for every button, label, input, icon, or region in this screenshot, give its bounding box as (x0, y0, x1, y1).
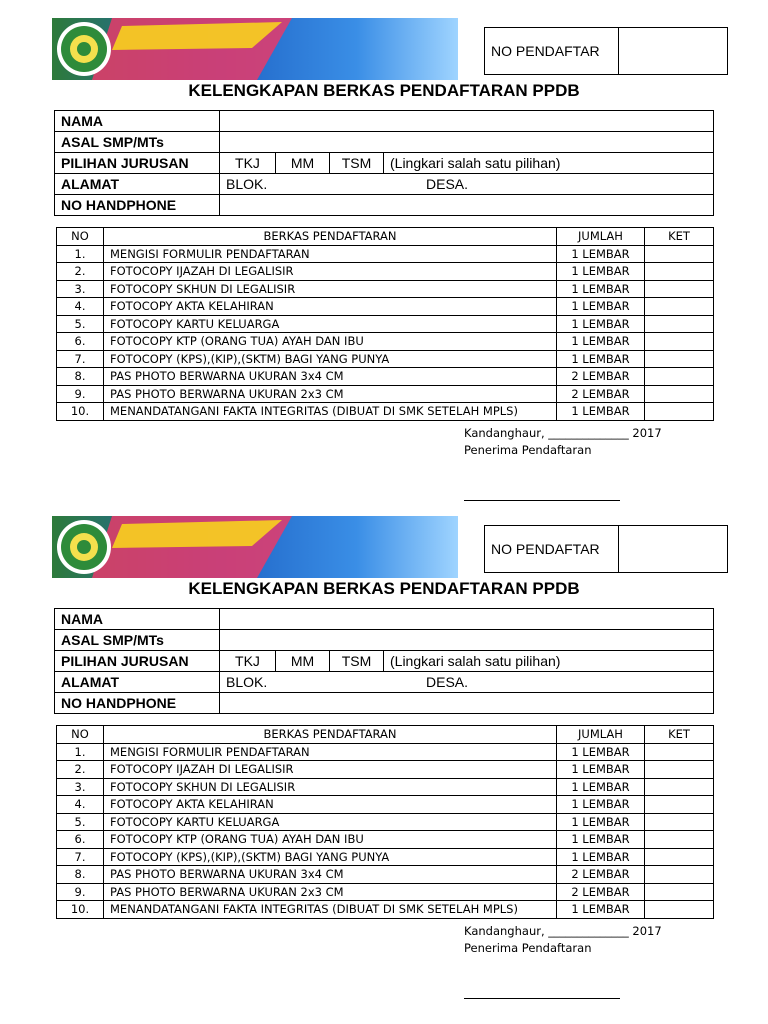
col-header-note: KET (645, 228, 714, 246)
place-date: Kandanghaur, ______________ 2017 (464, 426, 662, 440)
phone-field[interactable] (220, 195, 714, 216)
row-quantity: 1 LEMBAR (557, 315, 645, 333)
document-row (57, 245, 714, 263)
row-quantity: 1 LEMBAR (557, 350, 645, 368)
row-quantity: 1 LEMBAR (557, 280, 645, 298)
row-quantity: 1 LEMBAR (557, 778, 645, 796)
col-header-document: BERKAS PENDAFTARAN (104, 726, 557, 744)
document-row (57, 368, 714, 386)
major-choice-note: (Lingkari salah satu pilihan) (390, 653, 561, 669)
row-quantity: 1 LEMBAR (557, 831, 645, 849)
phone-field[interactable] (220, 693, 714, 714)
address-block-label: BLOK. (226, 176, 268, 192)
row-quantity: 1 LEMBAR (557, 245, 645, 263)
major-option-tkj[interactable]: TKJ (220, 153, 276, 173)
document-row (57, 778, 714, 796)
row-number: 4. (57, 298, 104, 316)
major-choice-label: PILIHAN JURUSAN (55, 153, 220, 174)
address-field[interactable] (220, 174, 714, 195)
document-row (57, 298, 714, 316)
document-row (57, 761, 714, 779)
registration-form (0, 0, 768, 500)
row-document: MENGISI FORMULIR PENDAFTARAN (104, 743, 557, 761)
row-note[interactable] (645, 883, 714, 901)
school-banner (52, 516, 458, 578)
origin-school-label: ASAL SMP/MTs (55, 630, 220, 651)
origin-school-label: ASAL SMP/MTs (55, 132, 220, 153)
row-note[interactable] (645, 298, 714, 316)
school-logo (57, 520, 111, 574)
registration-number-field[interactable] (619, 526, 727, 572)
col-header-document: BERKAS PENDAFTARAN (104, 228, 557, 246)
document-row (57, 831, 714, 849)
row-document: FOTOCOPY IJAZAH DI LEGALISIR (104, 263, 557, 281)
row-number: 3. (57, 778, 104, 796)
document-row (57, 333, 714, 351)
row-quantity: 1 LEMBAR (557, 901, 645, 919)
form-title: KELENGKAPAN BERKAS PENDAFTARAN PPDB (188, 81, 580, 100)
school-logo (57, 22, 111, 76)
row-note[interactable] (645, 743, 714, 761)
name-field[interactable] (220, 111, 714, 132)
major-choice-label: PILIHAN JURUSAN (55, 651, 220, 672)
row-note[interactable] (645, 245, 714, 263)
row-document: FOTOCOPY KARTU KELUARGA (104, 315, 557, 333)
row-note[interactable] (645, 761, 714, 779)
row-number: 10. (57, 403, 104, 421)
row-note[interactable] (645, 778, 714, 796)
row-quantity: 1 LEMBAR (557, 743, 645, 761)
row-number: 1. (57, 245, 104, 263)
document-row (57, 280, 714, 298)
row-note[interactable] (645, 315, 714, 333)
school-banner (52, 18, 458, 80)
col-header-note: KET (645, 726, 714, 744)
row-number: 8. (57, 866, 104, 884)
address-village-label: DESA. (426, 674, 469, 690)
row-document: MENGISI FORMULIR PENDAFTARAN (104, 245, 557, 263)
row-number: 2. (57, 263, 104, 281)
registration-form (0, 498, 768, 998)
document-row (57, 848, 714, 866)
row-note[interactable] (645, 831, 714, 849)
document-row (57, 385, 714, 403)
row-note[interactable] (645, 403, 714, 421)
row-document: MENANDATANGANI FAKTA INTEGRITAS (DIBUAT DI SMK SETELAH MPLS) (104, 901, 557, 919)
document-row (57, 901, 714, 919)
row-number: 5. (57, 315, 104, 333)
row-number: 2. (57, 761, 104, 779)
row-quantity: 1 LEMBAR (557, 796, 645, 814)
row-number: 7. (57, 350, 104, 368)
receiver-label: Penerima Pendaftaran (464, 941, 592, 955)
row-number: 8. (57, 368, 104, 386)
documents-table (56, 725, 714, 919)
document-row (57, 866, 714, 884)
registration-number-box (484, 27, 728, 75)
address-label: ALAMAT (55, 672, 220, 693)
row-document: PAS PHOTO BERWARNA UKURAN 2x3 CM (104, 385, 557, 403)
identity-table (54, 110, 714, 216)
row-quantity: 2 LEMBAR (557, 385, 645, 403)
row-number: 9. (57, 883, 104, 901)
form-title: KELENGKAPAN BERKAS PENDAFTARAN PPDB (188, 579, 580, 598)
row-note[interactable] (645, 280, 714, 298)
row-note[interactable] (645, 866, 714, 884)
phone-label: NO HANDPHONE (55, 693, 220, 714)
address-label: ALAMAT (55, 174, 220, 195)
row-document: FOTOCOPY KTP (ORANG TUA) AYAH DAN IBU (104, 333, 557, 351)
phone-label: NO HANDPHONE (55, 195, 220, 216)
document-row (57, 796, 714, 814)
documents-table (56, 227, 714, 421)
row-document: FOTOCOPY SKHUN DI LEGALISIR (104, 778, 557, 796)
row-document: MENANDATANGANI FAKTA INTEGRITAS (DIBUAT DI SMK SETELAH MPLS) (104, 403, 557, 421)
row-number: 5. (57, 813, 104, 831)
row-document: PAS PHOTO BERWARNA UKURAN 3x4 CM (104, 368, 557, 386)
major-option-tsm[interactable]: TSM (330, 153, 384, 173)
origin-school-field[interactable] (220, 630, 714, 651)
registration-number-box (484, 525, 728, 573)
document-row (57, 350, 714, 368)
row-number: 9. (57, 385, 104, 403)
address-block-label: BLOK. (226, 674, 268, 690)
row-number: 10. (57, 901, 104, 919)
row-quantity: 2 LEMBAR (557, 883, 645, 901)
row-quantity: 1 LEMBAR (557, 813, 645, 831)
row-quantity: 1 LEMBAR (557, 298, 645, 316)
document-row (57, 263, 714, 281)
registration-number-label: NO PENDAFTAR (485, 28, 619, 74)
row-note[interactable] (645, 901, 714, 919)
registration-number-field[interactable] (619, 28, 727, 74)
receiver-label: Penerima Pendaftaran (464, 443, 592, 457)
major-option-tsm[interactable]: TSM (330, 651, 384, 671)
row-document: FOTOCOPY IJAZAH DI LEGALISIR (104, 761, 557, 779)
origin-school-field[interactable] (220, 132, 714, 153)
major-option-mm[interactable]: MM (276, 651, 330, 671)
major-option-tkj[interactable]: TKJ (220, 651, 276, 671)
row-quantity: 2 LEMBAR (557, 368, 645, 386)
major-choice-note: (Lingkari salah satu pilihan) (390, 155, 561, 171)
major-choice-field[interactable] (220, 651, 714, 672)
row-document: FOTOCOPY (KPS),(KIP),(SKTM) BAGI YANG PUNYA (104, 848, 557, 866)
place-date: Kandanghaur, ______________ 2017 (464, 924, 662, 938)
col-header-quantity: JUMLAH (557, 228, 645, 246)
address-field[interactable] (220, 672, 714, 693)
name-label: NAMA (55, 111, 220, 132)
row-quantity: 1 LEMBAR (557, 403, 645, 421)
row-note[interactable] (645, 796, 714, 814)
row-note[interactable] (645, 813, 714, 831)
registration-number-label: NO PENDAFTAR (485, 526, 619, 572)
row-note[interactable] (645, 368, 714, 386)
row-quantity: 1 LEMBAR (557, 263, 645, 281)
document-row (57, 743, 714, 761)
row-quantity: 1 LEMBAR (557, 333, 645, 351)
document-row (57, 883, 714, 901)
row-document: PAS PHOTO BERWARNA UKURAN 2x3 CM (104, 883, 557, 901)
signature-line (464, 998, 620, 999)
row-document: FOTOCOPY AKTA KELAHIRAN (104, 298, 557, 316)
identity-table (54, 608, 714, 714)
row-number: 6. (57, 831, 104, 849)
row-number: 3. (57, 280, 104, 298)
row-number: 1. (57, 743, 104, 761)
row-note[interactable] (645, 333, 714, 351)
address-village-label: DESA. (426, 176, 469, 192)
document-row (57, 403, 714, 421)
row-document: FOTOCOPY KTP (ORANG TUA) AYAH DAN IBU (104, 831, 557, 849)
row-quantity: 1 LEMBAR (557, 848, 645, 866)
row-note[interactable] (645, 848, 714, 866)
document-row (57, 813, 714, 831)
row-document: PAS PHOTO BERWARNA UKURAN 3x4 CM (104, 866, 557, 884)
major-choice-field[interactable] (220, 153, 714, 174)
row-number: 6. (57, 333, 104, 351)
row-number: 4. (57, 796, 104, 814)
major-option-mm[interactable]: MM (276, 153, 330, 173)
col-header-no: NO (57, 228, 104, 246)
row-note[interactable] (645, 350, 714, 368)
row-document: FOTOCOPY AKTA KELAHIRAN (104, 796, 557, 814)
row-number: 7. (57, 848, 104, 866)
name-field[interactable] (220, 609, 714, 630)
col-header-no: NO (57, 726, 104, 744)
row-quantity: 1 LEMBAR (557, 761, 645, 779)
col-header-quantity: JUMLAH (557, 726, 645, 744)
row-quantity: 2 LEMBAR (557, 866, 645, 884)
row-document: FOTOCOPY KARTU KELUARGA (104, 813, 557, 831)
row-document: FOTOCOPY (KPS),(KIP),(SKTM) BAGI YANG PUNYA (104, 350, 557, 368)
row-document: FOTOCOPY SKHUN DI LEGALISIR (104, 280, 557, 298)
row-note[interactable] (645, 263, 714, 281)
document-row (57, 315, 714, 333)
row-note[interactable] (645, 385, 714, 403)
name-label: NAMA (55, 609, 220, 630)
